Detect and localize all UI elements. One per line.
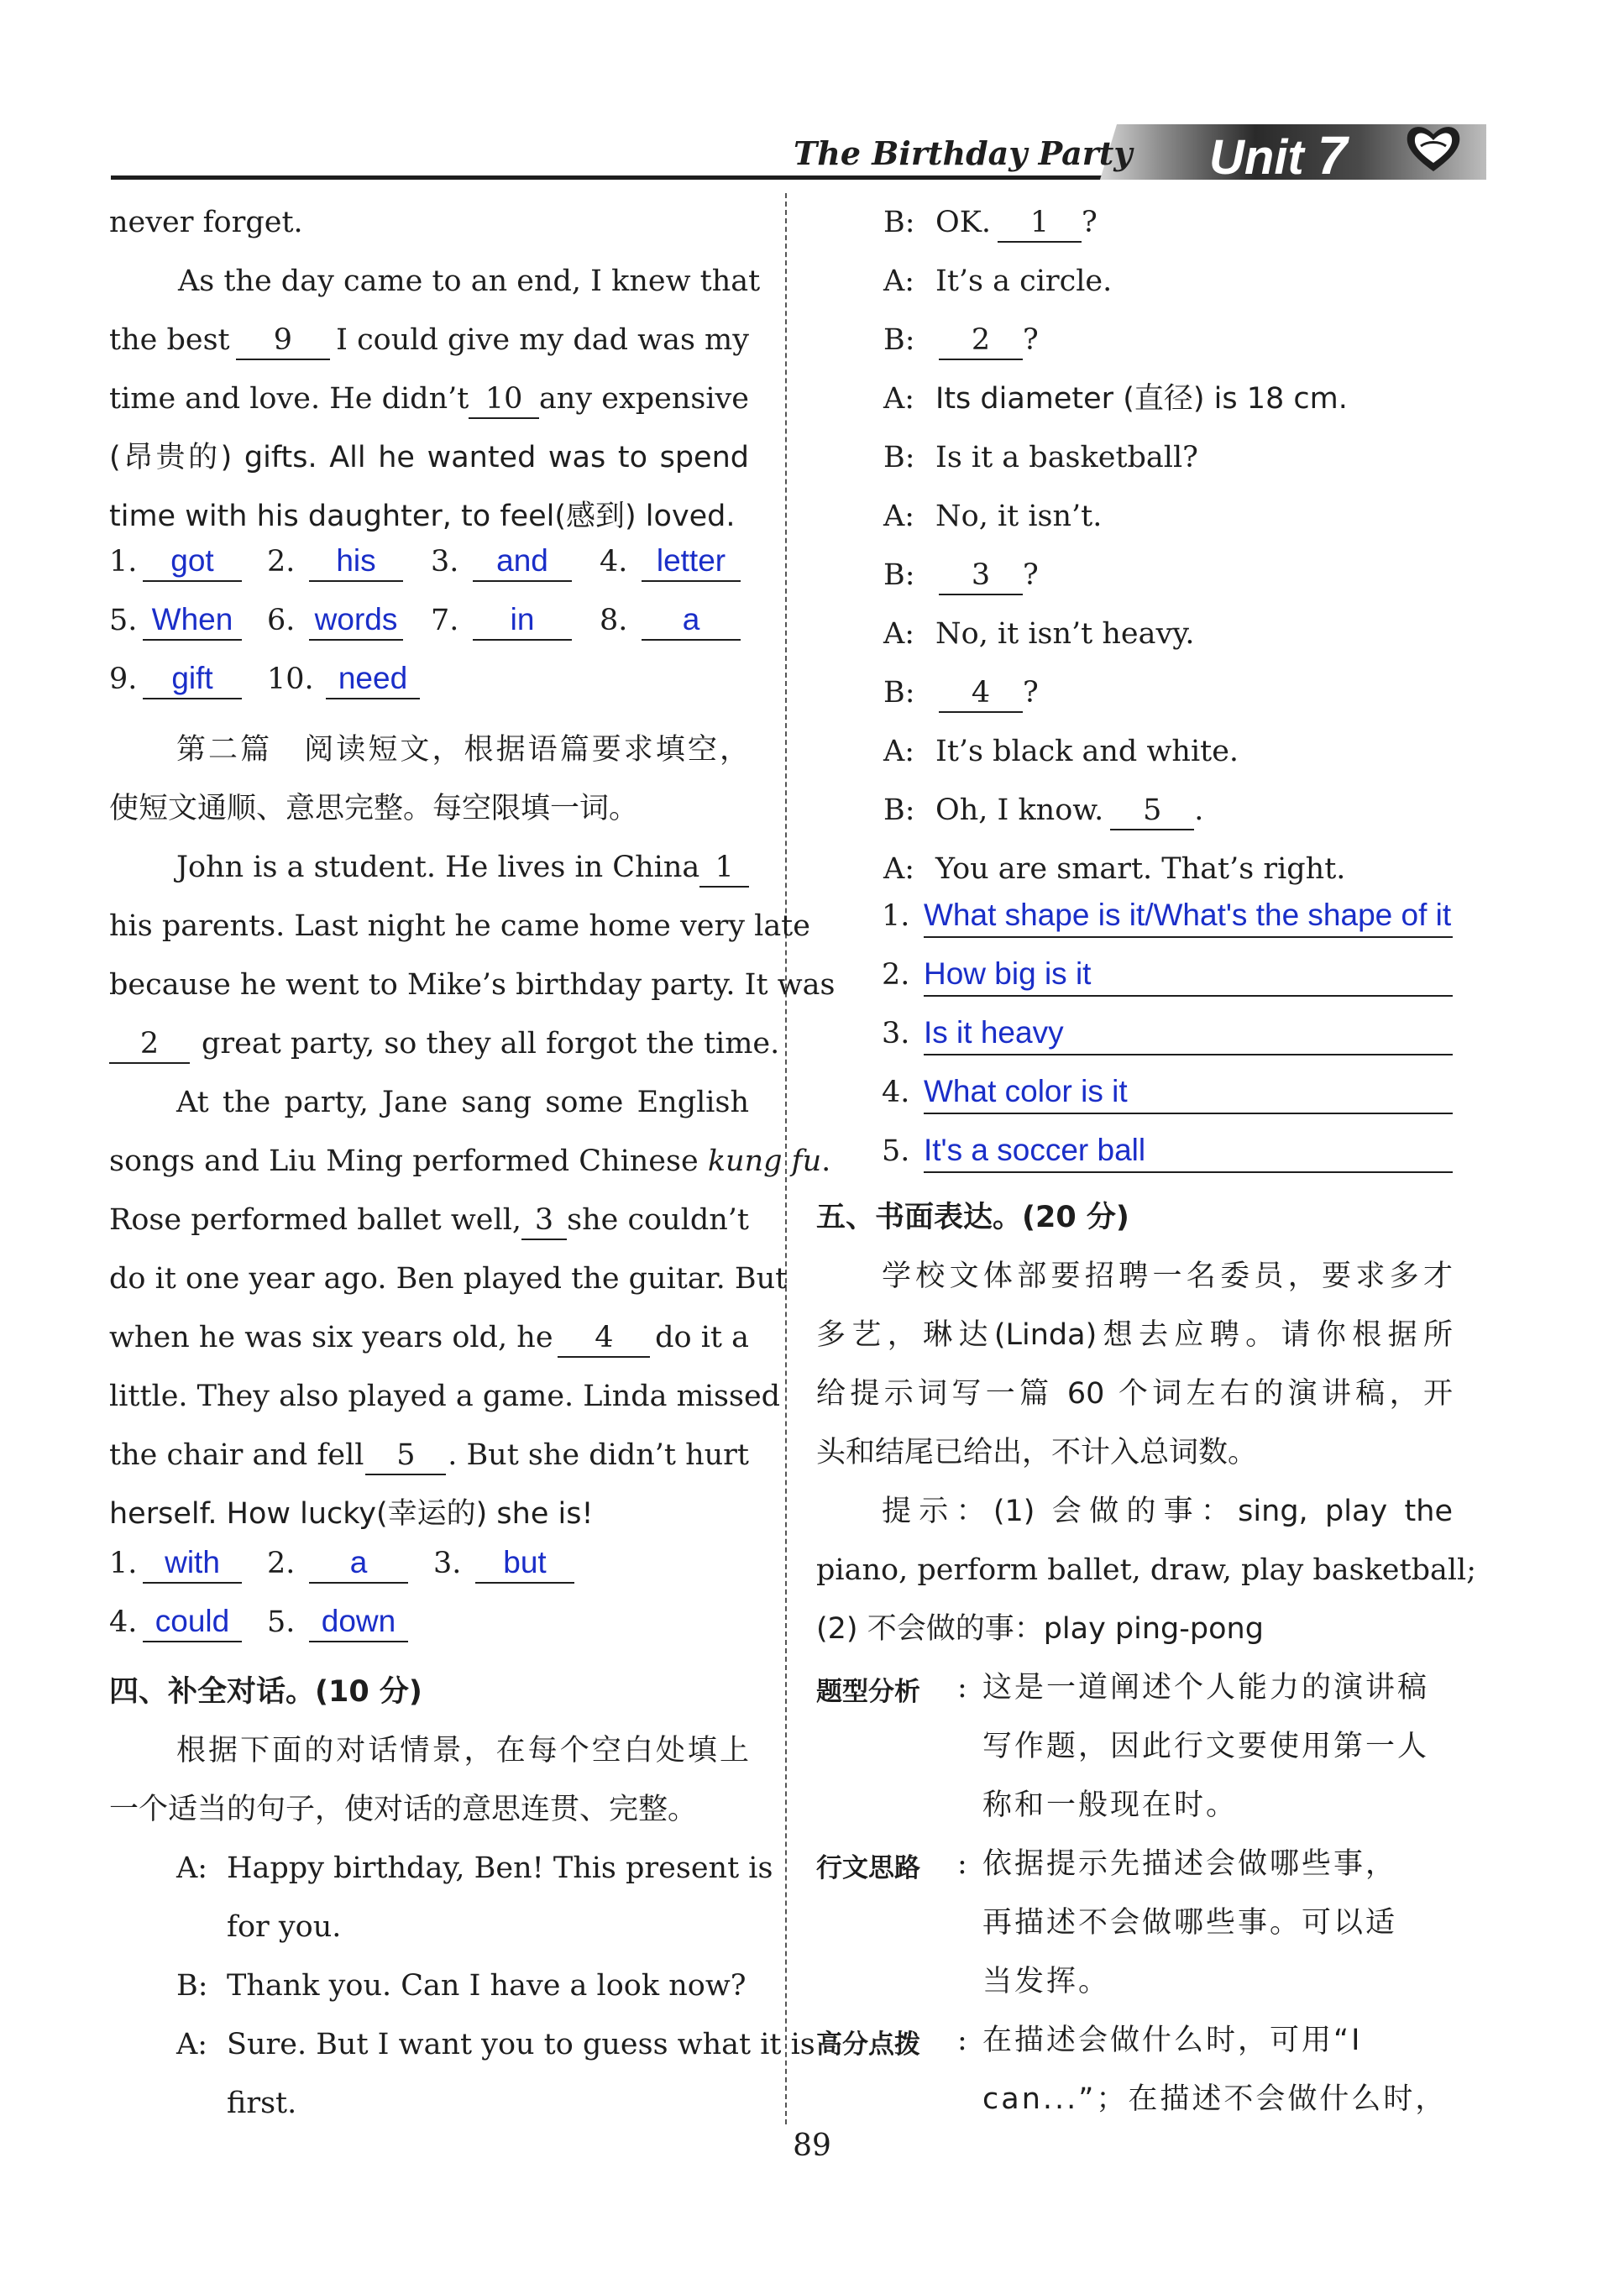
blank-p2-1: 1 [699, 849, 749, 888]
p2-answer-1: with [143, 1543, 242, 1584]
note-colon: : [957, 2024, 967, 2057]
answer-10: need [326, 659, 420, 699]
dialog-answer-4: What color is it [924, 1071, 1453, 1114]
dialog-row [883, 428, 1198, 487]
unit-number: 7 [1317, 125, 1348, 186]
passage-line [109, 369, 749, 428]
answer-row [109, 600, 741, 641]
dialog-text: No, it isn’t. [935, 500, 1103, 533]
page-number: 89 [793, 2129, 831, 2163]
dialog-answer-1: What shape is it/What's the shape of it [924, 894, 1453, 938]
section4-instruction: 根据下面的对话情景，在每个空白处填上 [176, 1734, 749, 1768]
passage-line: time with his daughter, to feel(感到) loved. [109, 500, 736, 533]
p2-answer-4: could [143, 1602, 242, 1642]
answer-number: 4. [882, 1076, 910, 1109]
unit-label-text: Unit [1209, 130, 1304, 185]
note-line: 这是一道阐述个人能力的演讲稿 [982, 1671, 1430, 1705]
dialog-blank-2: 2 [939, 322, 1023, 360]
dialog-text: No, it isn’t heavy. [935, 617, 1195, 651]
unit-title: The Birthday Party [794, 134, 1133, 172]
section5-line: 多艺，琳达(Linda)想去应聘。请你根据所 [816, 1318, 1453, 1352]
section5-title: 五、书面表达。(20 分) [816, 1201, 1129, 1234]
note-line: 依据提示先描述会做哪些事， [982, 1847, 1398, 1881]
section5-line: 学校文体部要招聘一名委员，要求多才 [882, 1260, 1453, 1293]
dialog-row [883, 311, 1039, 369]
passage-line [109, 1308, 749, 1367]
note-line: can...”；在描述不会做什么时， [982, 2082, 1448, 2116]
hint-line: 提示：(1) 会做的事：sing, play the [882, 1495, 1453, 1528]
passage-text: any expensive [538, 382, 749, 416]
answer-number: 1. [882, 899, 910, 933]
answer-number: 7. [431, 604, 459, 637]
dialog-row [883, 781, 1203, 840]
answer-number: 2. [882, 958, 910, 992]
passage2-instruction: 第二篇 阅读短文，根据语篇要求填空， [176, 733, 749, 767]
dialog-speaker: A: [883, 382, 915, 416]
dialog-row [883, 546, 1039, 605]
note-line: 写作题，因此行文要使用第一人 [982, 1730, 1430, 1763]
dialog-answer-5: It's a soccer ball [924, 1129, 1453, 1173]
passage-line: do it one year ago. Ben played the guitar. But [109, 1262, 788, 1296]
blank-p2-2: 2 [109, 1025, 190, 1064]
blank-10: 10 [469, 380, 539, 419]
dialog-speaker: A: [176, 2028, 208, 2061]
answer-9: gift [143, 659, 242, 699]
dialog-speaker: A: [883, 735, 915, 768]
note-line: 当发挥。 [982, 1965, 1111, 1998]
dialog-blank-5: 5 [1110, 792, 1194, 830]
note-line: 再描述不会做哪些事。可以适 [982, 1906, 1398, 1940]
note-line: 在描述会做什么时，可用“I [982, 2024, 1363, 2057]
blank-p2-5: 5 [365, 1437, 446, 1475]
dialog-speaker: A: [883, 500, 915, 533]
answer-number: 5. [109, 604, 138, 637]
passage-line [109, 311, 749, 369]
answer-number: 5. [267, 1605, 296, 1639]
answer-row [109, 1543, 574, 1584]
note-tag: 高分点拨 [816, 2029, 920, 2060]
dialog-line: first. [227, 2087, 297, 2120]
passage-line: (昂贵的) gifts. All he wanted was to spend [109, 441, 749, 474]
dialog-line: for you. [227, 1910, 342, 1944]
dialog-row [883, 840, 1345, 898]
passage-line: his parents. Last night he came home very late [109, 909, 810, 943]
dialog-speaker: A: [176, 1851, 208, 1885]
note-tag: 行文思路 [816, 1853, 920, 1883]
unit-label [1209, 124, 1347, 186]
note-colon: : [957, 1847, 967, 1881]
dialog-speaker: B: [883, 676, 915, 710]
passage-line: At the party, Jane sang some English [176, 1086, 749, 1119]
passage-text: I could give my dad was my [336, 323, 749, 357]
dialog-blank-4: 4 [939, 674, 1023, 713]
passage-line [109, 1132, 830, 1191]
dialog-line: Thank you. Can I have a look now? [227, 1969, 747, 2003]
answer-1: got [143, 542, 242, 582]
dialog-answer [882, 1071, 1453, 1114]
answer-number: 3. [431, 545, 459, 579]
dialog-answer-3: Is it heavy [924, 1012, 1453, 1055]
passage-line: little. They also played a game. Linda missed [109, 1380, 781, 1413]
answer-number: 8. [600, 604, 628, 637]
passage-line [109, 1191, 749, 1249]
p2-answer-2: a [309, 1543, 408, 1584]
passage-line: because he went to Mike’s birthday party. It was [109, 968, 836, 1002]
answer-row [109, 1602, 408, 1642]
dialog-speaker: B: [176, 1969, 208, 2003]
dialog-punct: . [1194, 793, 1204, 827]
dialog-row [883, 193, 1098, 252]
dialog-speaker: B: [883, 206, 915, 239]
note-line: 称和一般现在时。 [982, 1789, 1239, 1822]
dialog-text: Its diameter (直径) is 18 cm. [935, 382, 1348, 416]
blank-9: 9 [236, 322, 330, 360]
p2-answer-5: down [309, 1602, 408, 1642]
dialog-speaker: A: [883, 264, 915, 298]
section5-line: 给提示词写一篇 60 个词左右的演讲稿，开 [816, 1377, 1453, 1411]
dialog-answer [882, 1012, 1453, 1055]
passage-text: songs and Liu Ming performed Chinese [109, 1144, 699, 1178]
passage-text: the chair and fell [109, 1438, 364, 1472]
answer-row [109, 542, 741, 582]
dialog-row [883, 369, 1348, 428]
answer-number: 3. [882, 1017, 910, 1050]
answer-row [109, 659, 420, 699]
dialog-row [883, 487, 1102, 546]
dialog-row [883, 722, 1239, 781]
passage-line [109, 1014, 779, 1073]
dialog-text: It’s black and white. [935, 735, 1239, 768]
answer-5: When [143, 600, 242, 641]
dialog-line: Sure. But I want you to guess what it is [227, 2028, 815, 2061]
dialog-punct: ? [1023, 323, 1039, 357]
answer-4: letter [642, 542, 741, 582]
section5-line: 头和结尾已给出，不计入总词数。 [816, 1436, 1258, 1469]
hint-line: (2) 不会做的事：play ping-pong [816, 1612, 1264, 1646]
passage-text: . [821, 1144, 831, 1178]
answer-8: a [642, 600, 741, 641]
dialog-text: It’s a circle. [935, 264, 1113, 298]
dialog-punct: ? [1023, 558, 1039, 592]
passage-line: herself. How lucky(幸运的) she is! [109, 1497, 594, 1531]
answer-7: in [473, 600, 572, 641]
dialog-speaker: B: [883, 441, 915, 474]
blank-p2-4: 4 [558, 1319, 650, 1358]
dialog-punct: ? [1023, 676, 1039, 710]
passage-text: great party, so they all forgot the time. [202, 1027, 780, 1061]
answer-number: 1. [109, 1547, 138, 1580]
dialog-row [883, 252, 1112, 311]
answer-number: 4. [109, 1605, 138, 1639]
answer-6: words [309, 600, 403, 641]
hint-line: piano, perform ballet, draw, play basketball; [816, 1553, 1477, 1587]
answer-number: 6. [267, 604, 296, 637]
passage-line [109, 1426, 749, 1485]
passage-text: she couldn’t [567, 1203, 749, 1237]
answer-number: 10. [267, 663, 314, 696]
section4-instruction: 一个适当的句子，使对话的意思连贯、完整。 [109, 1793, 698, 1826]
dialog-text: You are smart. That’s right. [935, 852, 1346, 886]
answer-2: his [309, 542, 403, 582]
answer-number: 2. [267, 545, 296, 579]
answer-number: 9. [109, 663, 138, 696]
dialog-blank-3: 3 [939, 557, 1023, 595]
p2-answer-3: but [475, 1543, 574, 1584]
passage-text: the best [109, 323, 230, 357]
answer-number: 1. [109, 545, 138, 579]
note-tag: 题型分析 [816, 1677, 920, 1707]
dialog-speaker: B: [883, 793, 915, 827]
passage-text-italic: kung fu [707, 1144, 822, 1178]
dialog-answer-2: How big is it [924, 953, 1453, 997]
passage-text: time and love. He didn’t [109, 382, 469, 416]
passage2-instruction: 使短文通顺、意思完整。每空限填一词。 [109, 792, 639, 825]
dialog-speaker: A: [883, 617, 915, 651]
dialog-text: OK. [935, 206, 991, 239]
dialog-speaker: B: [883, 558, 915, 592]
passage-text: . But she didn’t hurt [448, 1438, 749, 1472]
dialog-answer [882, 953, 1453, 997]
dialog-answer [882, 1129, 1453, 1173]
dialog-speaker: A: [883, 852, 915, 886]
answer-number: 4. [600, 545, 628, 579]
passage-text: John is a student. He lives in China [176, 851, 700, 884]
answer-number: 3. [433, 1547, 462, 1580]
dialog-text: Oh, I know. [935, 793, 1104, 827]
dialog-line: Happy birthday, Ben! This present is [227, 1851, 773, 1885]
note-colon: : [957, 1671, 967, 1705]
dialog-speaker: B: [883, 323, 915, 357]
passage-line: never forget. [109, 206, 303, 239]
section4-title: 四、补全对话。(10 分) [109, 1675, 422, 1709]
dialog-row [883, 605, 1195, 663]
passage-text: do it a [655, 1321, 749, 1354]
dialog-answer [882, 894, 1453, 938]
answer-number: 2. [267, 1547, 296, 1580]
answer-number: 5. [882, 1134, 910, 1168]
passage-text: when he was six years old, he [109, 1321, 553, 1354]
answer-3: and [473, 542, 572, 582]
passage-line [176, 838, 749, 897]
blank-p2-3: 3 [521, 1202, 567, 1240]
passage-text: Rose performed ballet well, [109, 1203, 522, 1237]
dialog-blank-1: 1 [998, 204, 1082, 243]
heart-ornament-icon [1404, 121, 1463, 180]
dialog-row [883, 663, 1039, 722]
passage-line: As the day came to an end, I knew that [178, 264, 761, 298]
dialog-punct: ? [1081, 206, 1098, 239]
dialog-text: Is it a basketball? [935, 441, 1198, 474]
